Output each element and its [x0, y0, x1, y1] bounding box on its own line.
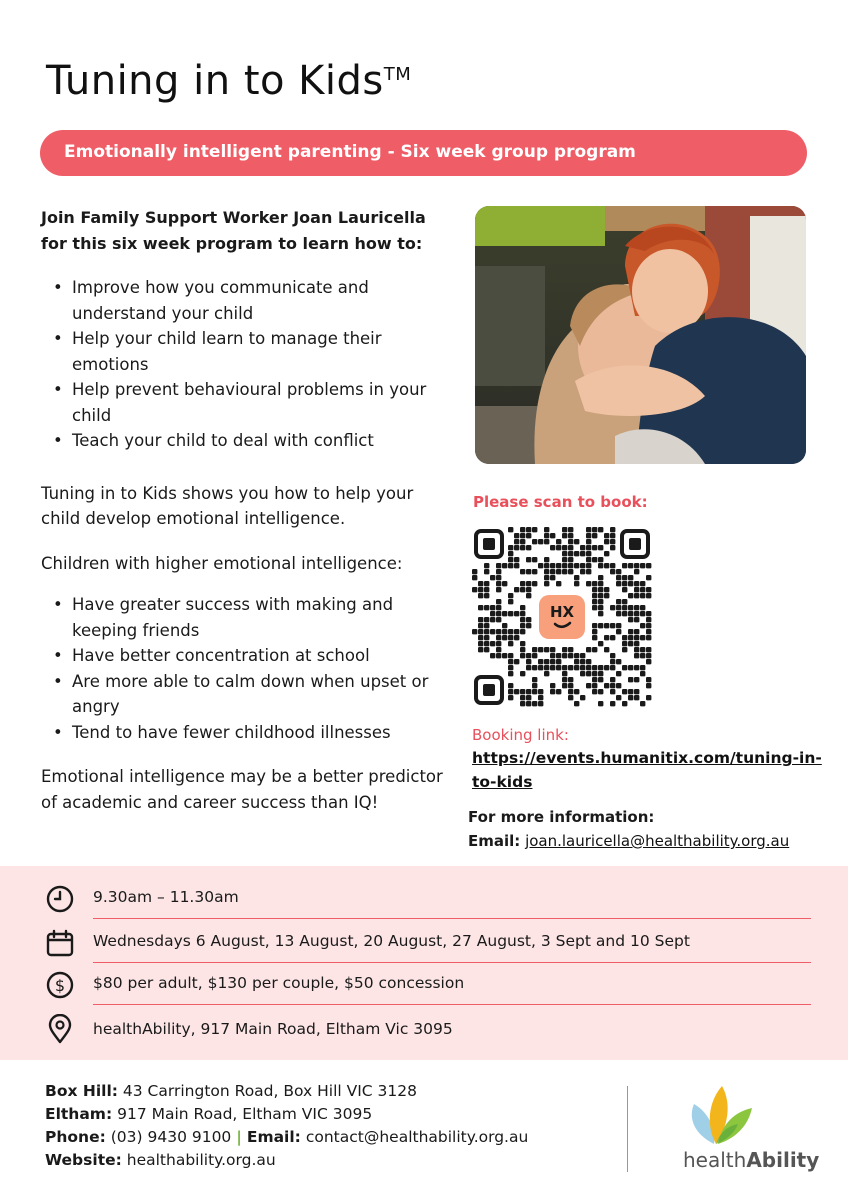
- title-text: Tuning in to Kids: [46, 58, 384, 104]
- booking-link-label: Booking link:: [472, 726, 569, 744]
- boxhill-label: Box Hill:: [45, 1082, 118, 1100]
- subtitle-banner: [40, 130, 807, 176]
- session-cost: $80 per adult, $130 per couple, $50 concession: [93, 974, 465, 992]
- logo-health: health: [683, 1148, 747, 1172]
- para-emotional-intelligence: Tuning in to Kids shows you how to help your child develop emotional intelligence.: [41, 483, 414, 528]
- phone-label: Phone:: [45, 1128, 106, 1146]
- banner-text: Emotionally intelligent parenting - Six week group program: [64, 142, 636, 162]
- boxhill-text: 43 Carrington Road, Box Hill VIC 3128: [122, 1082, 417, 1100]
- session-dates: Wednesdays 6 August, 13 August, 20 August, 27 August, 3 Sept and 10 Sept: [93, 932, 690, 950]
- list-item: • Help prevent behavioural problems in your child: [41, 377, 456, 428]
- more-info-heading: For more information:: [468, 808, 655, 826]
- page-title: [46, 58, 411, 104]
- footer-email[interactable]: contact@healthability.org.au: [305, 1128, 529, 1146]
- clock-icon: [45, 884, 75, 914]
- divider: [93, 1004, 811, 1005]
- eltham-label: Eltham:: [45, 1105, 113, 1123]
- eltham-address: [45, 1103, 528, 1126]
- location-pin-icon: [45, 1014, 75, 1044]
- scan-to-book-label: Please scan to book:: [473, 493, 648, 511]
- calendar-icon: [45, 928, 75, 958]
- separator: |: [236, 1128, 242, 1146]
- website-link[interactable]: healthability.org.au: [126, 1151, 276, 1169]
- healthability-logo-text: [683, 1148, 819, 1172]
- program-description: [41, 205, 456, 815]
- booking-qr-code[interactable]: [472, 527, 652, 707]
- para-children: Children with higher emotional intelligence:: [41, 553, 403, 573]
- list-item: • Improve how you communicate and understand your child: [41, 275, 456, 326]
- website-label: Website:: [45, 1151, 122, 1169]
- contact-email-link[interactable]: joan.lauricella@healthability.org.au: [525, 832, 790, 850]
- para-academic: Emotional intelligence may be a better predictor of academic and career success than IQ!: [41, 767, 443, 812]
- list-item: • Help your child learn to manage their emotions: [41, 326, 456, 377]
- phone-number[interactable]: (03) 9430 9100: [110, 1128, 232, 1146]
- session-details: [0, 866, 848, 1060]
- dollar-icon: [45, 970, 75, 1000]
- divider: [93, 918, 811, 919]
- learn-list: [41, 275, 456, 454]
- divider: [93, 962, 811, 963]
- footer-email-label: Email:: [246, 1128, 301, 1146]
- session-time: 9.30am – 11.30am: [93, 888, 239, 906]
- benefit-list: [41, 592, 456, 745]
- email-label: Email:: [468, 832, 521, 850]
- qr-logo-text: HX: [549, 603, 575, 621]
- booking-link[interactable]: https://events.humanitix.com/tuning-in-to-kids: [472, 749, 822, 791]
- session-location: healthAbility, 917 Main Road, Eltham Vic 3095: [93, 1020, 453, 1038]
- list-item: • Have greater success with making and keeping friends: [41, 592, 456, 643]
- parent-child-photo: [475, 206, 806, 464]
- trademark: TM: [383, 64, 412, 85]
- svg-text:$: $: [54, 976, 66, 995]
- footer-contacts: [45, 1080, 528, 1172]
- eltham-text: 917 Main Road, Eltham VIC 3095: [117, 1105, 373, 1123]
- list-item: • Are more able to calm down when upset or angry: [41, 669, 456, 720]
- footer-divider: [627, 1086, 628, 1172]
- phone-email-row: [45, 1126, 528, 1149]
- logo-ability: Ability: [746, 1148, 820, 1172]
- list-item: • Have better concentration at school: [41, 643, 456, 669]
- list-item: • Teach your child to deal with conflict: [41, 428, 456, 454]
- list-item: • Tend to have fewer childhood illnesses: [41, 720, 456, 746]
- boxhill-address: [45, 1080, 528, 1103]
- website-row: [45, 1149, 528, 1172]
- intro-text: Join Family Support Worker Joan Lauricella for this six week program to learn how to:: [41, 208, 426, 253]
- contact-email-row: [468, 832, 789, 850]
